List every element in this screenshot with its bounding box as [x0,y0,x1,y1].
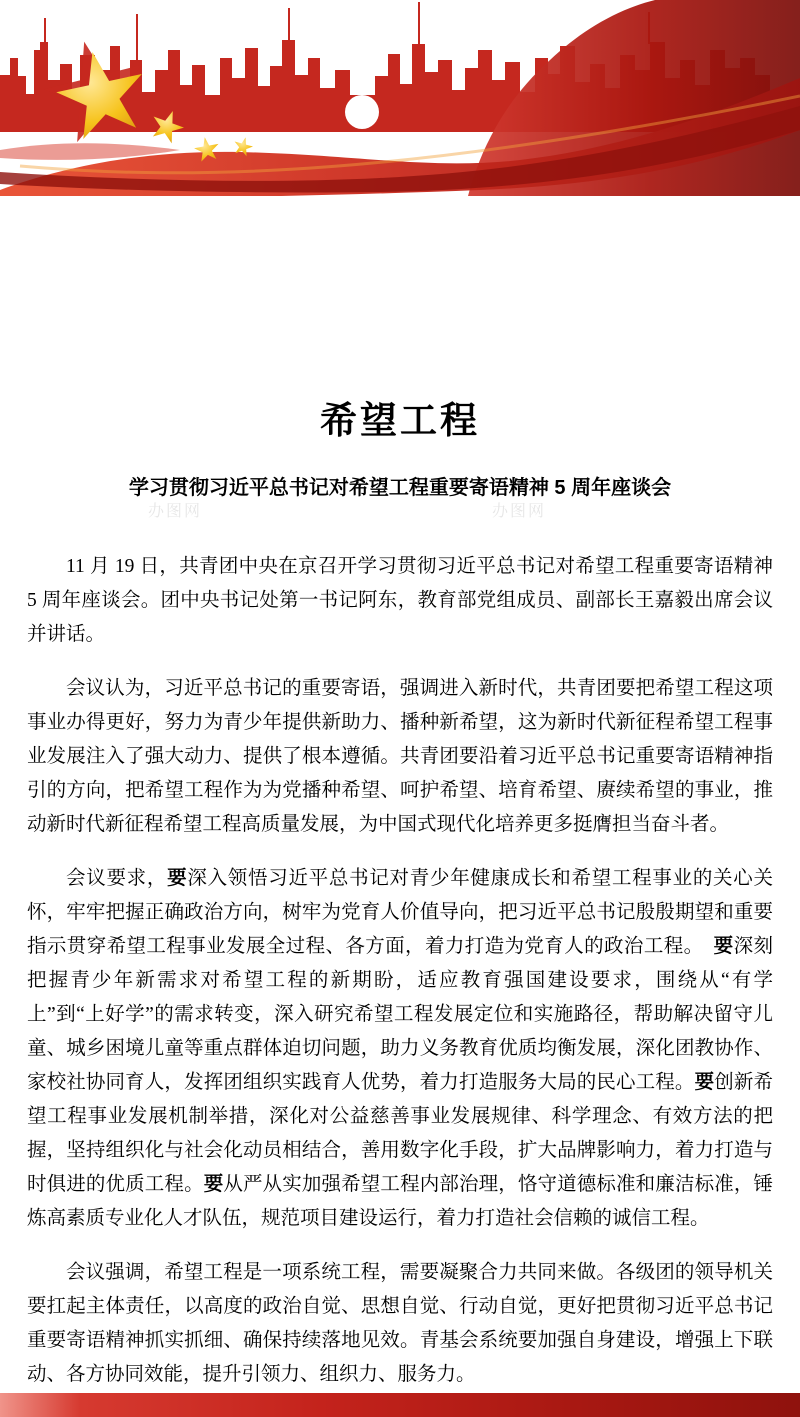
p3-segment: 创新希望工程事业发展机制举措，深化对公益慈善事业发展规律、科学理念、有效方法的把握，坚持组织化与社会化动员相结合，善用数字化手段，扩大品牌影响力，着力打造与时俱进的优质工程。 [27,1072,773,1195]
decorative-header [0,0,800,196]
paragraph-meeting-emphasis: 会议强调，希望工程是一项系统工程，需要凝聚合力共同来做。各级团的领导机关要扛起主体责任，以高度的政治自觉、思想自觉、行动自觉，更好把贯彻习近平总书记重要寄语精神抓实抓细、确保持续落地见效。青基会系统要加强自身建设，增强上下联动、各方协同效能，提升引领力、组织力、服务力。 [27,1262,773,1385]
p3-segment: 深刻把握青少年新需求对希望工程的新期盼，适应教育强国建设要求，围绕从“有学上”到“上好学”的需求转变，深入研究希望工程发展定位和实施路径，帮助解决留守儿童、城乡困境儿童等重点群体迫切问题，助力义务教育优质均衡发展，深化团教协作、家校社协同育人，发挥团组织实践育人优势，着力打造服务大局的民心工程。 [27,936,773,1093]
p3-segment: 深入领悟习近平总书记对青少年健康成长和希望工程事业的关心关怀，牢牢把握正确政治方向，树牢为党育人价值导向，把习近平总书记殷殷期望和重要指示贯穿希望工程事业发展全过程、各方面，着力打造为党育人的政治工程。 [27,868,773,957]
header-banner-graphic [0,0,800,196]
decorative-footer-bar [0,1393,800,1417]
watermark: 办图网 [148,503,203,520]
paragraph-meeting-view: 会议认为，习近平总书记的重要寄语，强调进入新时代，共青团要把希望工程这项事业办得更好，努力为青少年提供新助力、播种新希望，这为新时代新征程希望工程事业发展注入了强大动力、提供了根本遵循。共青团要沿着习近平总书记重要寄语精神指引的方向，把希望工程作为为党播种希望、呵护希望、培育希望、赓续希望的事业，推动新时代新征程希望工程高质量发展，为中国式现代化培养更多挺膺担当奋斗者。 [27,678,773,835]
paragraph-intro: 11 月 19 日，共青团中央在京召开学习贯彻习近平总书记对希望工程重要寄语精神 5 周年座谈会。团中央书记处第一书记阿东，教育部党组成员、副部长王嘉毅出席会议并讲话。 [27,556,773,645]
page-title: 希望工程 [320,400,480,441]
p3-segment: 会议要求， [66,868,168,889]
p3-emphasis: 要 [167,868,188,889]
p3-emphasis: 要 [713,936,734,957]
document-body [0,196,800,1412]
page-subtitle: 学习贯彻习近平总书记对希望工程重要寄语精神 5 周年座谈会 [128,477,672,499]
paragraph-meeting-requirements [27,862,773,1236]
dome-cutout [345,95,379,129]
watermark: 办图网 [492,503,547,520]
p3-segment: 从严从实加强希望工程内部治理，恪守道德标准和廉洁标准，锤炼高素质专业化人才队伍，规范项目建设运行，着力打造社会信赖的诚信工程。 [27,1174,773,1229]
article-text [27,550,773,1392]
p3-emphasis: 要 [694,1072,715,1093]
p3-emphasis: 要 [203,1174,224,1195]
